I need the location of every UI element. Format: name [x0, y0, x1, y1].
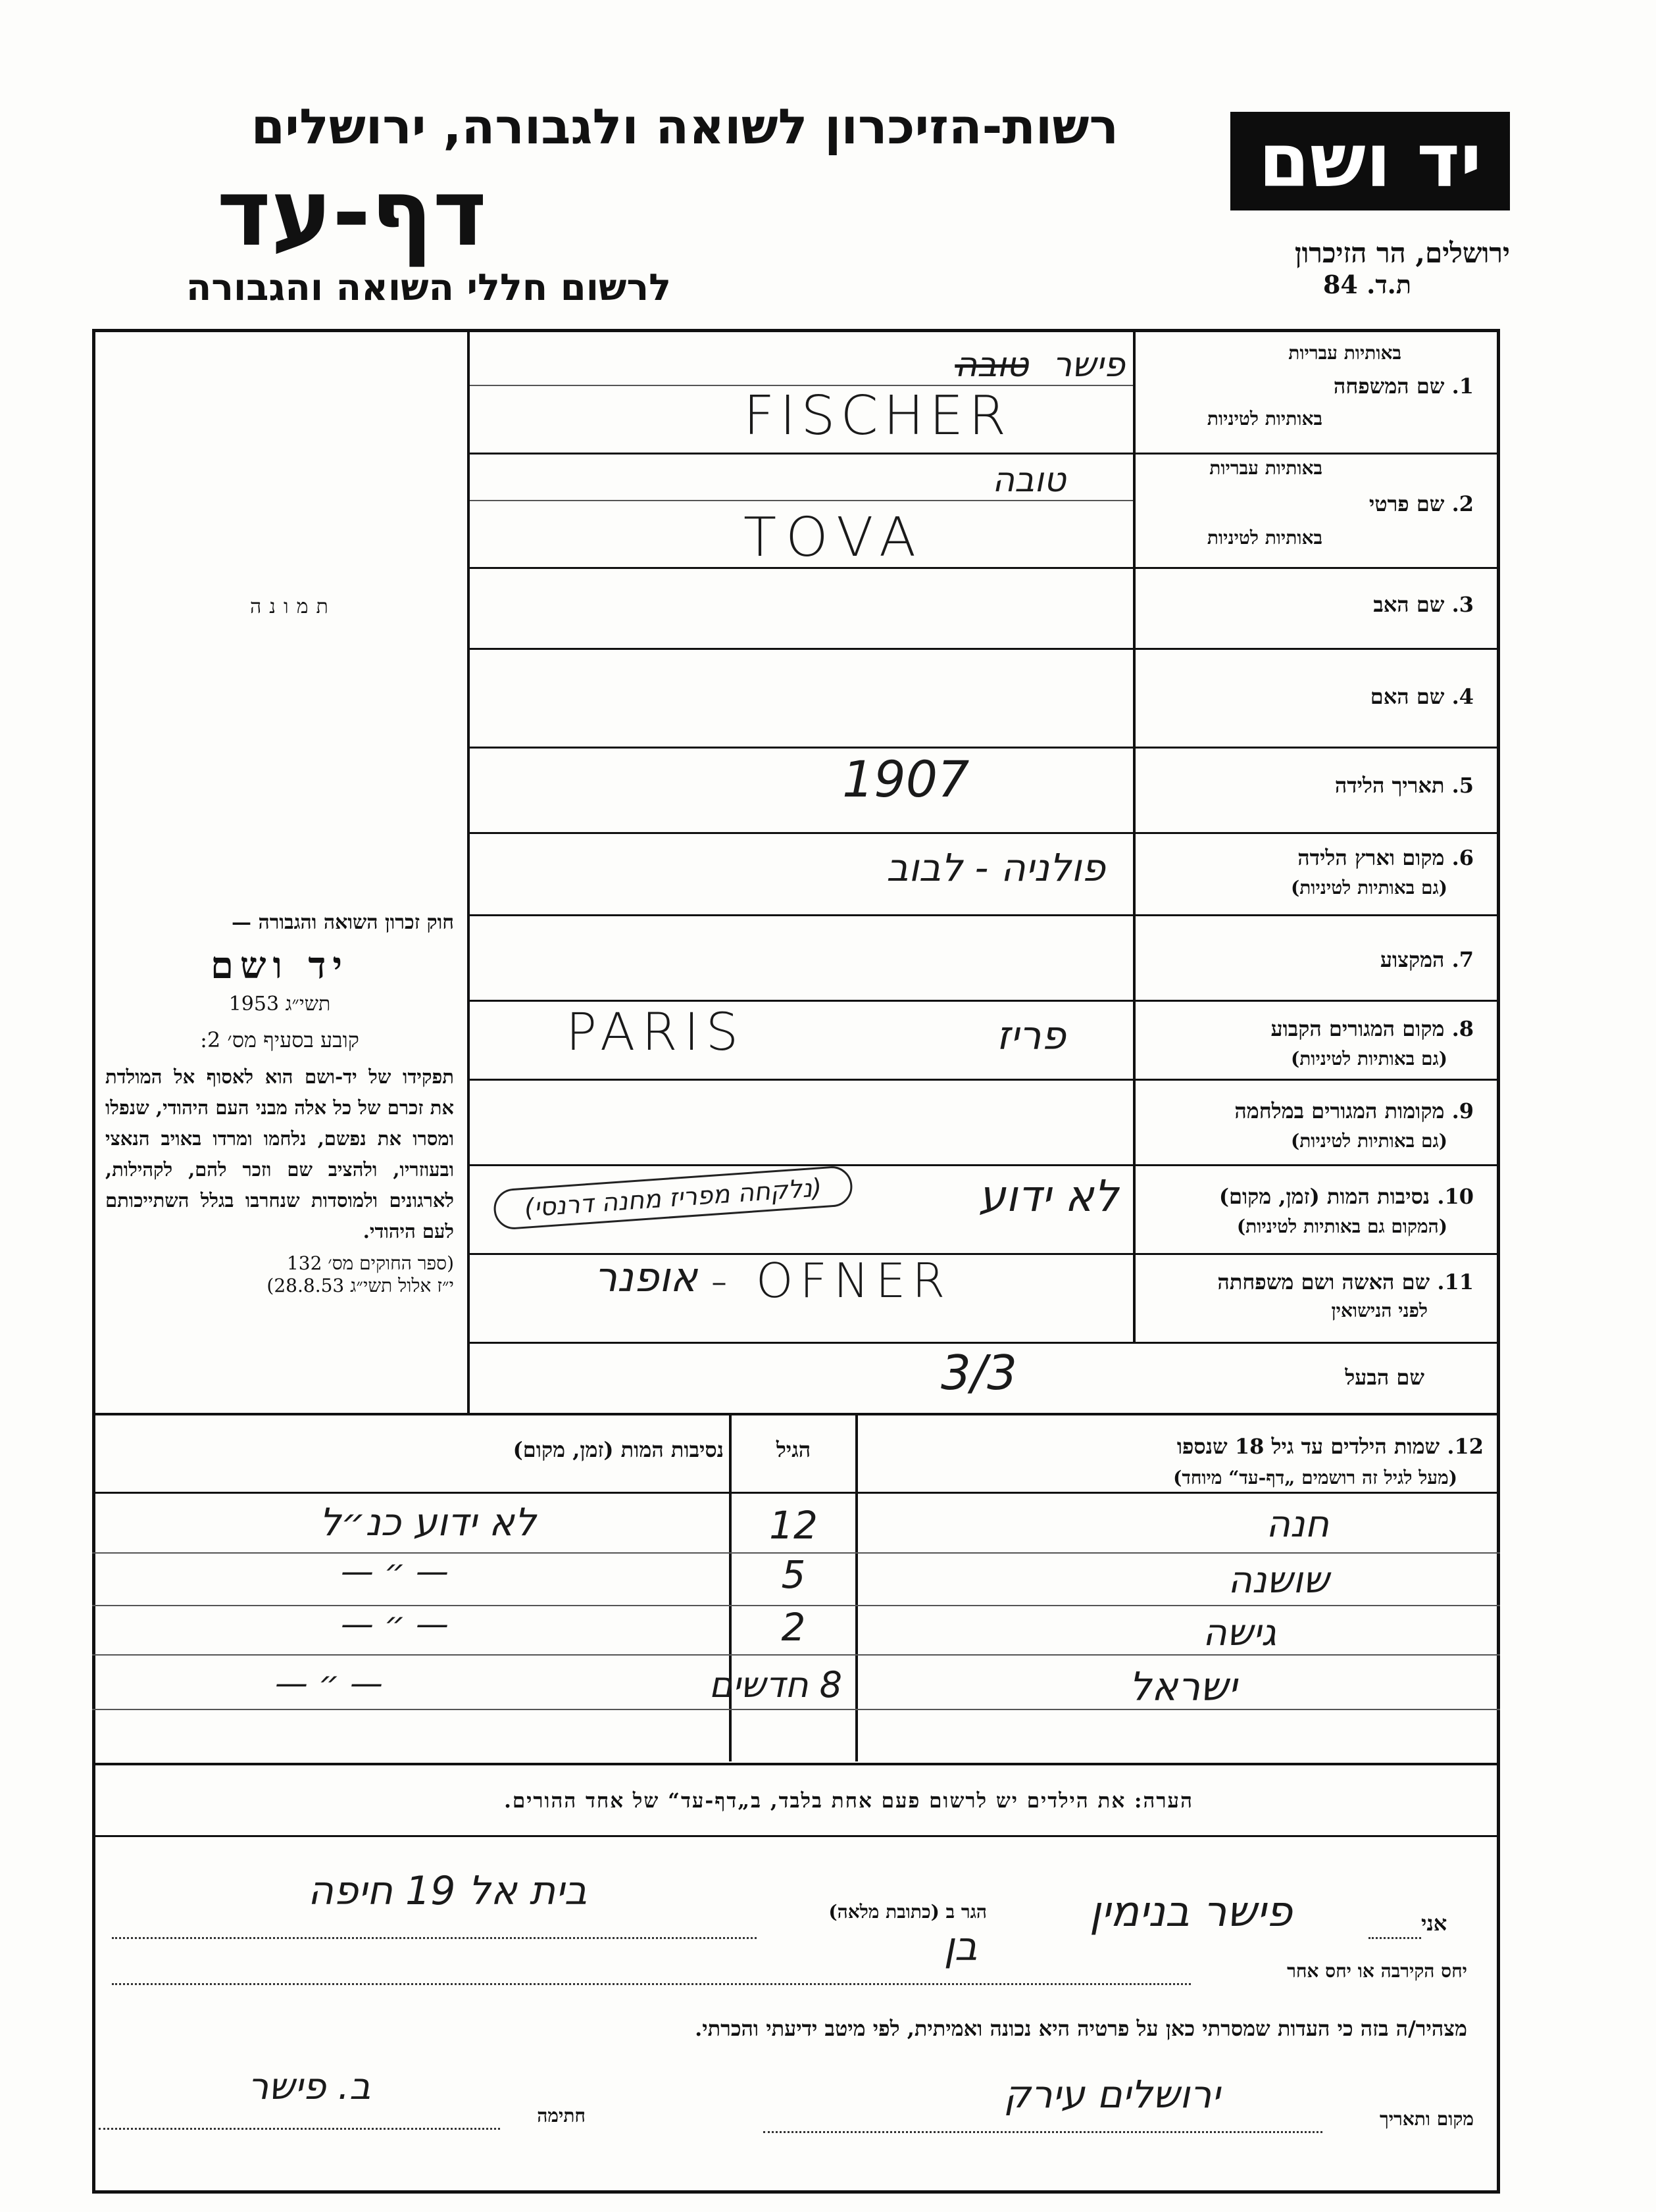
- field-8-number: 8.: [1451, 1016, 1474, 1041]
- field-10-sub: (המקום גם באותיות לטיניות): [1236, 1216, 1447, 1237]
- field-5-number: 5.: [1451, 773, 1474, 798]
- declarant-address: בית אל 19 חיפה: [307, 1868, 588, 1914]
- declarant-name: פישר בנימין: [1089, 1888, 1293, 1936]
- field-7-label: המקצוע: [1380, 947, 1445, 972]
- law-name: יד ושם: [210, 944, 349, 987]
- children-title: שמות הילדים עד גיל 18 שנספו: [1176, 1434, 1440, 1459]
- field-2-sub-latin: באותיות לטיניות: [1207, 527, 1322, 549]
- declarant-i-label: אני: [1421, 1911, 1447, 1936]
- child-age: 12: [769, 1503, 818, 1548]
- relation-label: יחס הקירבה או יחס אחר: [1287, 1960, 1467, 1982]
- death-circumstances-value: לא ידוע: [978, 1171, 1118, 1221]
- field-10: [1142, 1184, 1474, 1238]
- field-4: [1142, 684, 1474, 709]
- declaration-text: מצהיר/ה בזה כי העדות שמסרתי כאן על פרטיה היא נכונה ואמיתית, לפי מיטב ידיעתי והכרתי.: [695, 2016, 1467, 2041]
- child-age: 2: [781, 1605, 806, 1650]
- field-9: [1142, 1098, 1474, 1152]
- birthplace-value: פולניה - לבוב: [886, 845, 1105, 890]
- address-line2: ת.ד. 84: [1322, 270, 1411, 299]
- field-3: [1142, 592, 1474, 617]
- field-1: [1142, 342, 1474, 430]
- child-name: שושנה: [1228, 1559, 1329, 1602]
- field-4-label: שם האם: [1370, 684, 1445, 709]
- law-clause: קובע בסעיף מס׳ 2:: [200, 1027, 359, 1052]
- field-1-label: שם המשפחה: [1333, 374, 1445, 399]
- residence-latin-value: PARIS: [566, 1003, 745, 1062]
- signature-label: חתימה: [537, 2105, 586, 2126]
- field-5: [1142, 773, 1474, 798]
- child-name: ישראל: [1128, 1664, 1237, 1710]
- field-7-number: 7.: [1451, 947, 1474, 972]
- surname-hebrew: פישר: [1052, 345, 1125, 385]
- field-2-label: שם פרטי: [1368, 491, 1445, 516]
- field-10-label: נסיבות המות (זמן, מקום): [1218, 1184, 1430, 1209]
- surname-latin-value: FISCHER: [743, 385, 1012, 447]
- form-subtitle: לרשום חללי השואה והגבורה: [186, 266, 671, 309]
- field-3-label: שם האב: [1373, 592, 1445, 617]
- address-line1: ירושלים, הר הזיכרון: [1294, 237, 1510, 269]
- field-6-label: מקום וארץ הלידה: [1297, 845, 1445, 870]
- child-death: — ״ —: [274, 1664, 383, 1702]
- field-6-number: 6.: [1451, 845, 1474, 870]
- field-10-number: 10.: [1437, 1184, 1474, 1209]
- surname-hebrew-struck: טובה: [955, 345, 1029, 385]
- husband-label: שם הבעל: [1345, 1365, 1424, 1390]
- children-subtitle: (מעל לגיל זה רושמים „דף-עד“ מיוחד): [1173, 1467, 1457, 1488]
- children-header: [868, 1434, 1484, 1489]
- child-name: חנה: [1266, 1503, 1329, 1546]
- child-age: 5: [781, 1552, 806, 1597]
- field-6-sub: (גם באותיות לטיניות): [1290, 877, 1447, 898]
- field-9-number: 9.: [1451, 1098, 1474, 1123]
- place-date-value: ירושלים עירק: [1003, 2072, 1220, 2117]
- child-age: 8 חדשים: [709, 1664, 842, 1706]
- field-9-label: מקומות המגורים במלחמה: [1234, 1098, 1445, 1123]
- field-4-number: 4.: [1451, 684, 1474, 709]
- field-11: [1142, 1269, 1474, 1322]
- law-ref1: (ספר החוקים מס׳ 132: [286, 1252, 454, 1274]
- children-number: 12.: [1447, 1434, 1484, 1459]
- place-date-label: מקום ותאריך: [1379, 2108, 1474, 2130]
- firstname-latin-value: TOVA: [743, 506, 926, 569]
- form-title: דף-עד: [216, 160, 487, 267]
- field-11-label: שם האשה ושם משפחתה: [1217, 1269, 1430, 1294]
- yad-vashem-logo: יד ושם: [1230, 112, 1510, 210]
- field-9-sub: (גם באותיות לטיניות): [1290, 1130, 1447, 1152]
- field-2-number: 2.: [1451, 491, 1474, 516]
- field-3-number: 3.: [1451, 592, 1474, 617]
- field-6: [1142, 845, 1474, 899]
- children-note: הערה: את הילדים יש לרשום פעם אחת בלבד, ב„דף-עד“ של אחד ההורים.: [504, 1789, 1193, 1813]
- field-2-sub-hebrew: באותיות עבריות: [1209, 457, 1322, 479]
- relation-value: בן: [943, 1924, 978, 1970]
- law-title: חוק זכרון השואה והגבורה —: [232, 911, 454, 934]
- husband-value: 3/3: [941, 1345, 1017, 1400]
- field-5-label: תאריך הלידה: [1334, 773, 1445, 798]
- wife-maiden-hebrew: אופנר: [594, 1253, 697, 1301]
- law-box: [105, 911, 454, 1297]
- field-7: [1142, 947, 1474, 972]
- wife-maiden-latin: - OFNER: [711, 1253, 952, 1308]
- field-8: [1142, 1016, 1474, 1070]
- resident-label: הגר ב (כתובת מלאה): [828, 1901, 987, 1923]
- child-name: גישה: [1203, 1611, 1276, 1654]
- law-ref2: י״ז אלול תשי״ג 28.8.53): [266, 1275, 454, 1296]
- field-1-sub-hebrew: באותיות עבריות: [1288, 342, 1401, 364]
- residence-hebrew-value: פריז: [996, 1013, 1066, 1059]
- field-11-number: 11.: [1437, 1269, 1474, 1294]
- firstname-hebrew-value: טובה: [992, 460, 1066, 500]
- surname-hebrew-value: [757, 345, 1125, 385]
- death-header: נסיבות המות (זמן, מקום): [513, 1437, 724, 1462]
- law-text: תפקידו של יד-ושם הוא לאסוף אל המולדת את זכרם של כל אלה מבני העם היהודי, שנפלו ומסרו את נפשם, נלחמו ומרדו באויב הנאצי ובעוזריו, ולהציב שם וזכר להם, לקהילות, לארגונים ולמוסדות שנחרבו בגלל השתייכותם לעם היהודי.: [105, 1066, 454, 1242]
- birthdate-value: 1907: [842, 750, 970, 808]
- child-death: לא ידוע כנ״ל: [319, 1500, 536, 1544]
- age-header: הגיל: [776, 1437, 811, 1462]
- law-year: תשי״ג 1953: [228, 993, 331, 1016]
- field-8-label: מקום המגורים הקבוע: [1270, 1016, 1445, 1041]
- child-death: — ״ —: [340, 1552, 449, 1590]
- field-1-sub-latin: באותיות לטיניות: [1207, 408, 1322, 430]
- authority-title: רשות-הזיכרון לשואה ולגבורה, ירושלים: [251, 99, 1118, 155]
- child-death: — ״ —: [340, 1605, 449, 1643]
- field-1-number: 1.: [1451, 374, 1474, 399]
- death-circumstances-note: (נלקחה מפריז מחנה דרנסי): [493, 1165, 854, 1231]
- signature: ב. פישר: [247, 2065, 371, 2108]
- photo-label: תמונה: [250, 595, 336, 618]
- field-2: [1142, 457, 1474, 549]
- field-11-sub: לפני הנישואין: [1331, 1300, 1428, 1321]
- field-8-sub: (גם באותיות לטיניות): [1290, 1048, 1447, 1069]
